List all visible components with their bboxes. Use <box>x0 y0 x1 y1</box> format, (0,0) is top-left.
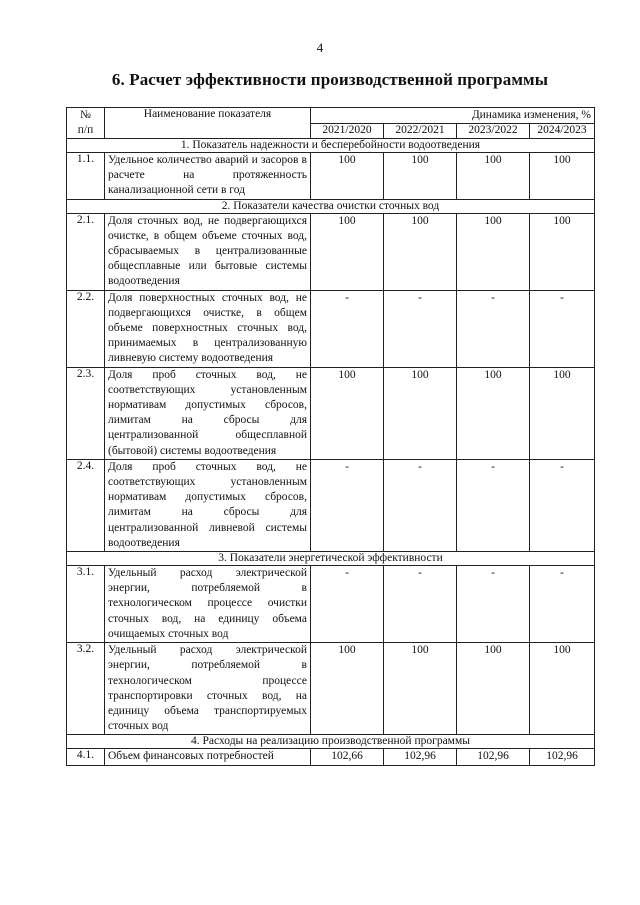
table-row <box>67 749 595 765</box>
value-cell: 102,96 <box>530 749 595 765</box>
table-row <box>67 367 595 459</box>
value-cell: 100 <box>384 153 457 200</box>
value-cell: 100 <box>384 643 457 735</box>
table-row <box>67 153 595 200</box>
row-number: 4.1. <box>67 749 105 765</box>
indicator-name: Объем финансовых потребностей <box>105 749 311 765</box>
value-cell: 100 <box>384 213 457 290</box>
value-cell: 100 <box>311 367 384 459</box>
value-cell: - <box>530 459 595 551</box>
header-year: 2024/2023 <box>530 123 595 139</box>
header-num-symbol: № <box>80 109 91 121</box>
header-name: Наименование показателя <box>105 108 311 139</box>
value-cell: - <box>457 290 530 367</box>
value-cell: - <box>311 566 384 643</box>
efficiency-table <box>66 107 595 766</box>
value-cell: 102,66 <box>311 749 384 765</box>
value-cell: 100 <box>311 213 384 290</box>
value-cell: 100 <box>457 153 530 200</box>
row-number: 2.1. <box>67 213 105 290</box>
row-number: 2.3. <box>67 367 105 459</box>
value-cell: 100 <box>457 643 530 735</box>
value-cell: 100 <box>530 213 595 290</box>
table-row <box>67 459 595 551</box>
value-cell: - <box>311 459 384 551</box>
value-cell: 100 <box>530 153 595 200</box>
value-cell: 100 <box>311 153 384 200</box>
table-row <box>67 290 595 367</box>
value-cell: 100 <box>311 643 384 735</box>
value-cell: 100 <box>530 367 595 459</box>
header-num <box>67 108 105 139</box>
value-cell: 100 <box>457 367 530 459</box>
indicator-name: Доля сточных вод, не подвергающихся очистке, в общем объеме сточных вод, сбрасываемых в централизованные общесплавные или бытовые системы водоотведения <box>105 213 311 290</box>
value-cell: - <box>384 566 457 643</box>
value-cell: 102,96 <box>384 749 457 765</box>
indicator-name: Удельное количество аварий и засоров в расчете на протяженность канализационной сети в год <box>105 153 311 200</box>
table-row <box>67 213 595 290</box>
header-year: 2021/2020 <box>311 123 384 139</box>
indicator-name: Удельный расход электрической энергии, потребляемой в технологическом процессе транспортировки сточных вод, на единицу объема транспортируемых сточных вод <box>105 643 311 735</box>
row-number: 2.2. <box>67 290 105 367</box>
group-title: 4. Расходы на реализацию производственной программы <box>67 735 595 749</box>
value-cell: 100 <box>530 643 595 735</box>
value-cell: - <box>530 566 595 643</box>
row-number: 2.4. <box>67 459 105 551</box>
header-dynamics: Динамика изменения, % <box>311 108 595 124</box>
table-row <box>67 643 595 735</box>
header-year: 2022/2021 <box>384 123 457 139</box>
group-title: 2. Показатели качества очистки сточных вод <box>67 199 595 213</box>
value-cell: - <box>457 459 530 551</box>
row-number: 1.1. <box>67 153 105 200</box>
value-cell: - <box>384 290 457 367</box>
indicator-name: Доля проб сточных вод, не соответствующих установленным нормативам допустимых сбросов, лимитам на сбросы для централизованной общесплавной (бытовой) системы водоотведения <box>105 367 311 459</box>
header-num-label: п/п <box>77 124 94 136</box>
header-year: 2023/2022 <box>457 123 530 139</box>
value-cell: - <box>457 566 530 643</box>
value-cell: - <box>311 290 384 367</box>
group-title: 3. Показатели энергетической эффективности <box>67 552 595 566</box>
value-cell: - <box>384 459 457 551</box>
value-cell: 102,96 <box>457 749 530 765</box>
row-number: 3.1. <box>67 566 105 643</box>
value-cell: - <box>530 290 595 367</box>
value-cell: 100 <box>457 213 530 290</box>
table-row <box>67 566 595 643</box>
row-number: 3.2. <box>67 643 105 735</box>
indicator-name: Доля проб сточных вод, не соответствующих установленным нормативам допустимых сбросов, лимитам на сбросы для централизованной ливневой системы водоотведения <box>105 459 311 551</box>
page-number: 4 <box>316 40 324 55</box>
group-title: 1. Показатель надежности и бесперебойности водоотведения <box>67 139 595 153</box>
section-title: 6. Расчет эффективности производственной программы <box>111 70 549 89</box>
value-cell: 100 <box>384 367 457 459</box>
indicator-name: Удельный расход электрической энергии, потребляемой в технологическом процессе очистки сточных вод, на единицу объема очищаемых сточных вод <box>105 566 311 643</box>
indicator-name: Доля поверхностных сточных вод, не подвергающихся очистке, в общем объеме поверхностных сточных вод, принимаемых в централизованную ливневую систему водоотведения <box>105 290 311 367</box>
